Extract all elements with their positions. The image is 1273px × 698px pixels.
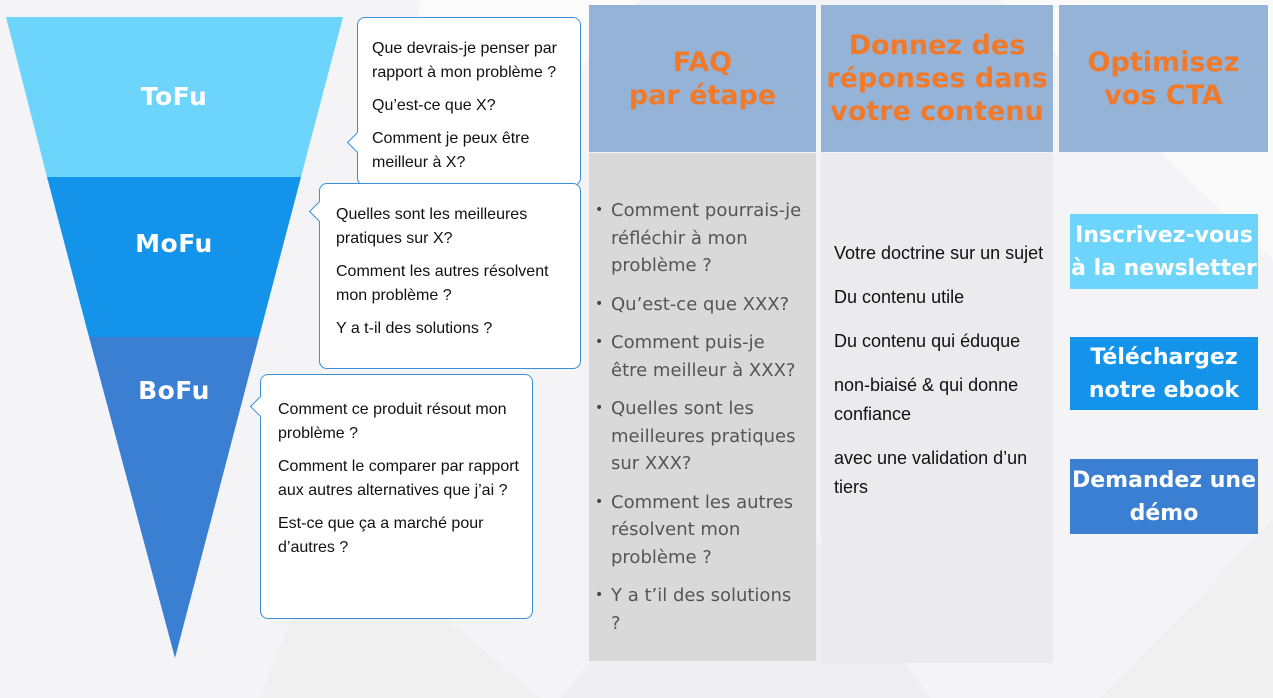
newsletter-cta-button[interactable]	[1070, 214, 1258, 289]
cta-label-line: Inscrivez-vous	[1075, 222, 1253, 248]
response-item: Du contenu utile	[834, 287, 965, 307]
responses-title-line: votre contenu	[830, 96, 1044, 127]
cta-title-line: Optimisez	[1087, 46, 1240, 78]
faq-item: • Comment pourrais-je réfléchir à mon problème ?	[595, 200, 802, 276]
stage-label-tofu: ToFu	[140, 82, 208, 111]
question-text: Qu’est-ce que X?	[372, 97, 496, 114]
cta-label-line: démo	[1129, 500, 1199, 526]
faq-list	[595, 197, 802, 637]
question-text: Est-ce que ça a marché pour d’autres ?	[278, 515, 484, 556]
cta-label-line: notre ebook	[1088, 377, 1240, 403]
stage-label-bofu: BoFu	[138, 376, 210, 405]
faq-item: • Quelles sont les meilleures pratiques sur XXX?	[595, 398, 796, 474]
question-text: Comment je peux être meilleur à X?	[372, 130, 530, 171]
tofu-questions-bubble	[357, 17, 581, 186]
question-text: Comment ce produit résout mon problème ?	[278, 401, 507, 442]
faq-title-line: par étape	[628, 79, 777, 111]
stage-label-mofu: MoFu	[135, 229, 213, 258]
faq-title-line: FAQ	[672, 46, 733, 78]
responses-column-header	[821, 5, 1053, 152]
faq-item: • Qu’est-ce que XXX?	[595, 293, 790, 315]
question-text: Comment les autres résolvent mon problème ?	[336, 263, 549, 304]
mofu-questions-bubble	[319, 183, 581, 369]
responses-title-line: réponses dans	[826, 63, 1048, 94]
response-item: Votre doctrine sur un sujet	[834, 243, 1044, 263]
response-item: non-biaisé & qui donne confiance	[834, 375, 1019, 424]
question-text: Y a t-il des solutions ?	[336, 320, 493, 337]
cta-label-line: Téléchargez	[1090, 344, 1238, 370]
cta-label-line: à la newsletter	[1071, 255, 1257, 281]
cta-column-header	[1059, 5, 1268, 152]
faq-item: • Y a t’il des solutions ?	[595, 585, 792, 634]
demo-cta-button[interactable]	[1070, 459, 1258, 534]
faq-item: • Comment les autres résolvent mon problème ?	[595, 491, 794, 568]
responses-title-line: Donnez des	[848, 30, 1026, 61]
question-text: Que devrais-je penser par rapport à mon problème ?	[372, 40, 557, 81]
cta-label-line: Demandez une	[1072, 467, 1256, 493]
responses-column-body	[821, 153, 1053, 663]
response-item: Du contenu qui éduque	[834, 331, 1021, 351]
response-item: avec une validation d’un tiers	[834, 448, 1028, 497]
question-text: Quelles sont les meilleures pratiques sur X?	[336, 206, 528, 247]
faq-column-header	[589, 5, 816, 152]
question-text: Comment le comparer par rapport aux autres alternatives que j’ai ?	[278, 458, 519, 499]
faq-item: • Comment puis-je être meilleur à XXX?	[595, 332, 796, 381]
cta-title-line: vos CTA	[1104, 79, 1223, 111]
bofu-questions-bubble	[260, 374, 533, 619]
faq-column-body	[589, 153, 816, 661]
ebook-cta-button[interactable]	[1070, 337, 1258, 410]
